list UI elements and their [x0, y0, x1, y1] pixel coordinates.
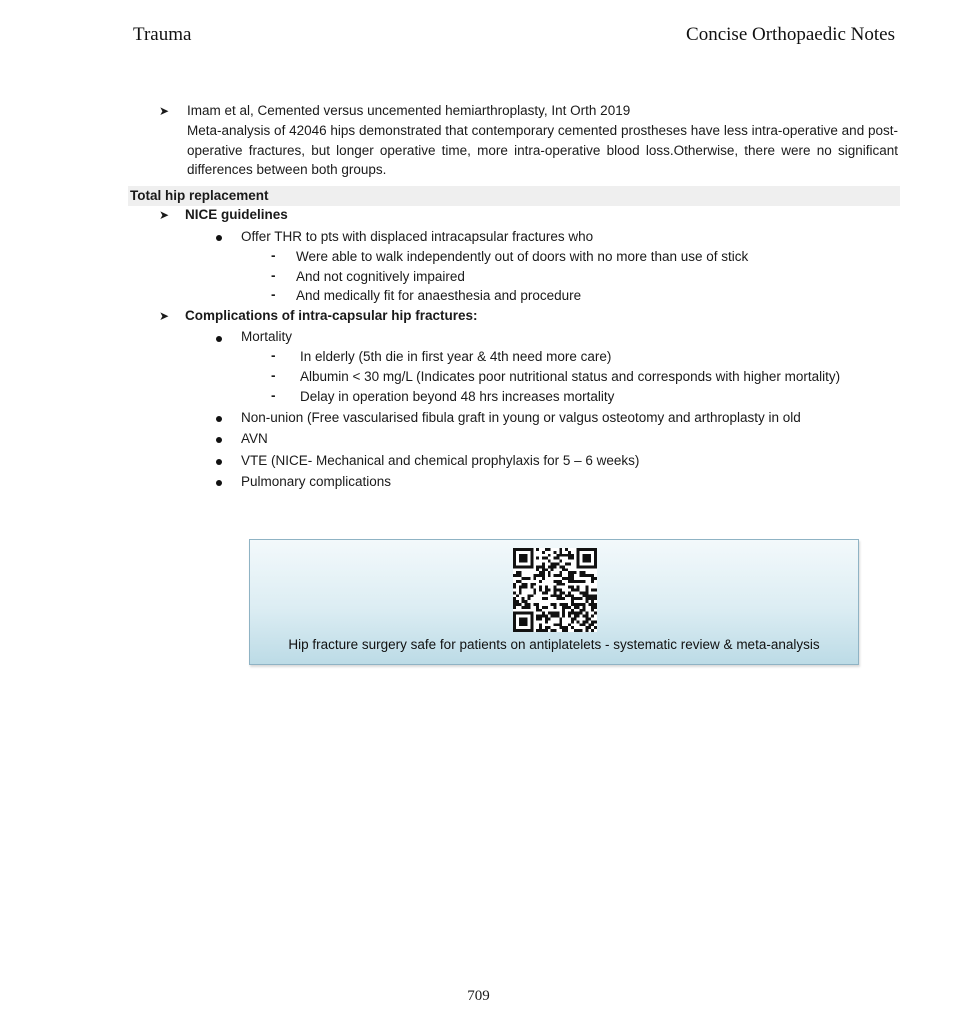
- nice-bullet: Offer THR to pts with displaced intracapsular fractures who: [241, 229, 594, 244]
- bullet-dot-icon: [216, 459, 222, 465]
- section-title: Total hip replacement: [128, 186, 900, 206]
- bullet-dot-icon: [216, 480, 222, 486]
- dash-icon: -: [271, 268, 276, 283]
- page-number: 709: [467, 988, 490, 1004]
- dash-icon: -: [271, 368, 276, 383]
- bullet-dot-icon: [216, 235, 222, 241]
- running-header-right: Concise Orthopaedic Notes: [686, 24, 895, 45]
- bullet-dot-icon: [216, 416, 222, 422]
- dash-icon: -: [271, 348, 276, 363]
- complications-heading: Complications of intra-capsular hip fractures:: [185, 308, 478, 323]
- arrow-bullet-icon: ➤: [159, 104, 170, 118]
- mortality-label: Mortality: [241, 329, 293, 344]
- bullet-dot-icon: [216, 437, 222, 443]
- study-citation: Imam et al, Cemented versus uncemented hemiarthroplasty, Int Orth 2019: [187, 103, 631, 118]
- dash-icon: -: [271, 287, 276, 302]
- complication-item: Pulmonary complications: [241, 474, 392, 489]
- mortality-item: In elderly (5th die in first year & 4th need more care): [300, 349, 612, 364]
- complication-item: VTE (NICE- Mechanical and chemical prophylaxis for 5 – 6 weeks): [241, 453, 640, 468]
- dash-icon: -: [271, 388, 276, 403]
- arrow-bullet-icon: ➤: [159, 309, 170, 323]
- running-header-left: Trauma: [133, 24, 192, 45]
- qr-caption: Hip fracture surgery safe for patients on antiplatelets - systematic review & meta-analysis: [288, 637, 820, 652]
- complication-item: Non-union (Free vascularised fibula graft in young or valgus osteotomy and arthroplasty in old: [241, 410, 801, 425]
- nice-criterion: And medically fit for anaesthesia and procedure: [296, 288, 582, 303]
- nice-criterion: Were able to walk independently out of doors with no more than use of stick: [296, 249, 749, 264]
- mortality-item: Albumin < 30 mg/L (Indicates poor nutritional status and corresponds with higher mortality): [300, 369, 841, 384]
- arrow-bullet-icon: ➤: [159, 208, 170, 222]
- qr-reference-box: [249, 539, 859, 665]
- nice-heading: NICE guidelines: [185, 207, 288, 222]
- complication-item: AVN: [241, 431, 268, 446]
- dash-icon: -: [271, 248, 276, 263]
- mortality-item: Delay in operation beyond 48 hrs increases mortality: [300, 389, 615, 404]
- nice-criterion: And not cognitively impaired: [296, 269, 465, 284]
- bullet-dot-icon: [216, 336, 222, 342]
- qr-code-icon[interactable]: [513, 548, 597, 632]
- study-summary: Meta-analysis of 42046 hips demonstrated that contemporary cemented prostheses have less intra-operative and post-operative fractures, but longer operative time, more intra-operative blood loss.Otherwise, there were no significant differences between both groups.: [187, 123, 898, 177]
